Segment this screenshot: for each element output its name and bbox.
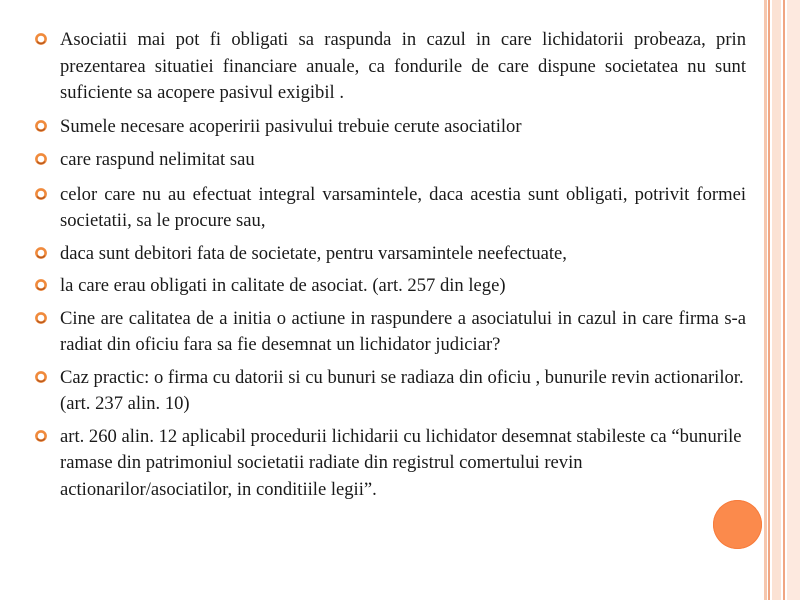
bullet-ring-icon	[34, 152, 48, 166]
bullet-text: Asociatii mai pot fi obligati sa raspunda in cazul in care lichidatorii probeaza, prin prezentarea situatiei financiare anuale, ca fondurile de care dispune societatea nu sunt suficiente sa acopere pasivul exigibil .	[60, 29, 746, 103]
decor-stripe	[783, 0, 785, 600]
bullet-ring-icon	[34, 119, 48, 133]
bullet-ring-icon	[34, 187, 48, 201]
bullet-text: care raspund nelimitat sau	[60, 149, 255, 170]
list-item	[34, 114, 746, 141]
list-item	[34, 424, 746, 504]
bullet-ring-icon	[34, 370, 48, 384]
decor-stripe	[764, 0, 767, 600]
decor-stripe	[772, 0, 781, 600]
bullet-ring-icon	[34, 32, 48, 46]
list-item	[34, 241, 746, 268]
bullet-text: celor care nu au efectuat integral varsamintele, daca acestia sunt obligati, potrivit formei societatii, sa le procure sau,	[60, 183, 746, 231]
bullet-text: Sumele necesare acoperirii pasivului trebuie cerute asociatilor	[60, 115, 522, 137]
list-item	[34, 306, 746, 359]
bullet-text: la care erau obligati in calitate de asociat. (art. 257 din lege)	[60, 275, 506, 296]
bullet-text: art. 260 alin. 12 aplicabil procedurii lichidarii cu lichidator desemnat stabileste ca “bunurile ramase din patrimoniul societatii radiate din registrul comertului revin actionarilor/asociatilor, in conditiile legii”.	[60, 425, 742, 500]
decor-stripe	[787, 0, 800, 600]
list-item	[34, 182, 746, 235]
slide-content	[34, 27, 746, 503]
bullet-ring-icon	[34, 311, 48, 325]
list-item	[34, 27, 746, 107]
decor-circle	[713, 500, 762, 549]
list-item	[34, 147, 746, 174]
bullet-ring-icon	[34, 246, 48, 260]
list-item	[34, 273, 746, 300]
bullet-text: Cine are calitatea de a initia o actiune in raspundere a asociatului in cazul in care firma s-a radiat din oficiu fara sa fie desemnat un lichidator judiciar?	[60, 307, 746, 355]
bullet-text: Caz practic: o firma cu datorii si cu bunuri se radiaza din oficiu , bunurile revin actionarilor. (art. 237 alin. 10)	[60, 366, 744, 414]
bullet-list	[34, 27, 746, 503]
bullet-ring-icon	[34, 278, 48, 292]
bullet-ring-icon	[34, 429, 48, 443]
decor-stripe	[768, 0, 770, 600]
bullet-text: daca sunt debitori fata de societate, pentru varsamintele neefectuate,	[60, 242, 567, 264]
list-item	[34, 365, 746, 418]
